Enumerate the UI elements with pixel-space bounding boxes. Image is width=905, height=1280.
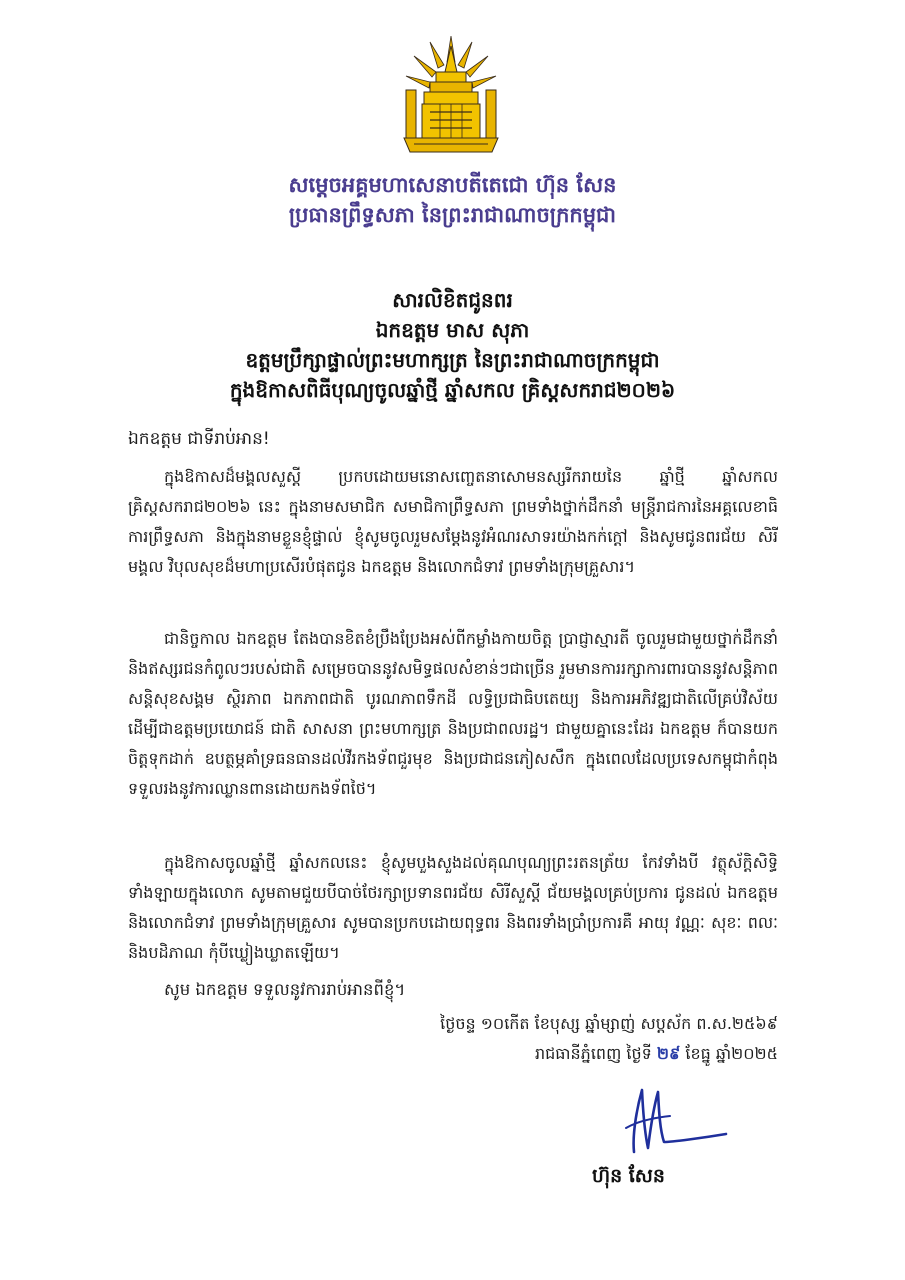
occasion-line: ក្នុងឱកាសពិធីបុណ្យចូលឆ្នាំថ្មី ឆ្នាំសកល គ្រិស្តសករាជ២០២៦ [229, 378, 676, 402]
sender-name: សម្ដេចអគ្គមហាសេនាបតីតេជោ ហ៊ុន សែន [288, 173, 617, 197]
place-date-suffix: ខែធ្នូ ឆ្នាំ២០២៥ [685, 1044, 778, 1063]
body-paragraph: ជានិច្ចកាល ឯកឧត្តម តែងបានខិតខំប្រឹងប្រែងអស់ពីកម្លាំងកាយចិត្ត ប្រាជ្ញាស្មារតី ចូលរួមជាមួយថ្នាក់ដឹកនាំ និងឥស្សរជនកំពូលៗរបស់ជាតិ សម្រេចបាននូវសមិទ្ធផលសំខាន់ៗជាច្រើន រួមមានការរក្សាការពារបាននូវសន្តិភាព សន្តិសុខសង្គម ស្ថិរភាព ឯកភាពជាតិ បូរណភាពទឹកដី លទ្ធិប្រជាធិបតេយ្យ និងការអភិវឌ្ឍជាតិលើគ្រប់វិស័យ ដើម្បីជាឧត្តមប្រយោជន៍ ជាតិ សាសនា ព្រះមហាក្សត្រ និងប្រជាពលរដ្ឋ។ ជាមួយគ្នានេះដែរ ឯកឧត្តម ក៏បានយកចិត្តទុកដាក់ ឧបត្ថម្ភគាំទ្រធនធានដល់វីរកងទ័ពជួរមុខ និងប្រជាជនភៀសសឹក ក្នុងពេលដែលប្រទេសកម្ពុជាកំពុងទទួលរងនូវការឈ្លានពានដោយកងទ័ពថៃ។ [128, 629, 778, 798]
handwritten-signature-icon [612, 1082, 730, 1160]
signer-name: ហ៊ុន សែន [592, 1165, 665, 1187]
place-date-prefix: រាជធានីភ្នំពេញ ថ្ងៃទី [534, 1044, 652, 1063]
lunar-date: ថ្ងៃចន្ទ ១០កើត ខែបុស្ស ឆ្នាំម្សាញ់ សប្តស័ក ព.ស.២៥៦៩ [440, 1014, 778, 1033]
recipient-title: ឧត្តមប្រឹក្សាផ្ទាល់ព្រះមហាក្សត្រ នៃព្រះរាជាណាចក្រកម្ពុជា [245, 348, 660, 372]
body-paragraph: ក្នុងឱកាសដ៏មង្គលសួស្តី ប្រកបដោយមនោសញ្ចេតនាសោមនស្សរីករាយនៃ ឆ្នាំថ្មី ឆ្នាំសកល គ្រិស្តសករាជ២០២៦ នេះ ក្នុងនាមសមាជិក សមាជិកាព្រឹទ្ធសភា ព្រមទាំងថ្នាក់ដឹកនាំ មន្ត្រីរាជការនៃអគ្គលេខាធិការព្រឹទ្ធសភា និងក្នុងនាមខ្លួនខ្ញុំផ្ទាល់ ខ្ញុំសូមចូលរួមសម្ដែងនូវអំណរសាទរយ៉ាងកក់ក្ដៅ និងសូមជូនពរជ័យ សិរីមង្គល វិបុលសុខដ៏មហាប្រសើរបំផុតជូន ឯកឧត្តម និងលោកជំទាវ ព្រមទាំងក្រុមគ្រួសារ។ [128, 467, 778, 576]
place-and-date [535, 1043, 778, 1067]
recipient-name: ឯកឧត្តម មាស សុភា [375, 318, 530, 342]
letter-heading-title: សារលិខិតជូនពរ [392, 288, 513, 312]
royal-emblem-icon [400, 32, 502, 160]
body-paragraph: ក្នុងឱកាសចូលឆ្នាំថ្មី ឆ្នាំសកលនេះ ខ្ញុំសូមបួងសួងដល់គុណបុណ្យព្រះរតនត្រ័យ កែវទាំងបី វត្ថុស័ក្តិសិទ្ធិទាំងឡាយក្នុងលោក សូមតាមជួយបីបាច់ថែរក្សាប្រទានពរជ័យ សិរីសួស្តី ជ័យមង្គលគ្រប់ប្រការ ជូនដល់ ឯកឧត្តម និងលោកជំទាវ ព្រមទាំងក្រុមគ្រួសារ សូមបានប្រកបដោយពុទ្ធពរ និងពរទាំងប្រាំប្រការគឺ អាយុ វណ្ណៈ សុខៈ ពលៈ និងបដិភាណ កុំបីឃ្លៀងឃ្លាតឡើយ។ [128, 853, 778, 962]
sender-title: ប្រធានព្រឹទ្ធសភា នៃព្រះរាជាណាចក្រកម្ពុជា [288, 203, 617, 227]
salutation: ឯកឧត្តម ជាទីរាប់អាន! [128, 429, 270, 449]
handwritten-day: ២៩ [656, 1044, 681, 1063]
closing-line: សូម ឯកឧត្តម ទទួលនូវការរាប់អានពីខ្ញុំ។ [164, 980, 406, 999]
